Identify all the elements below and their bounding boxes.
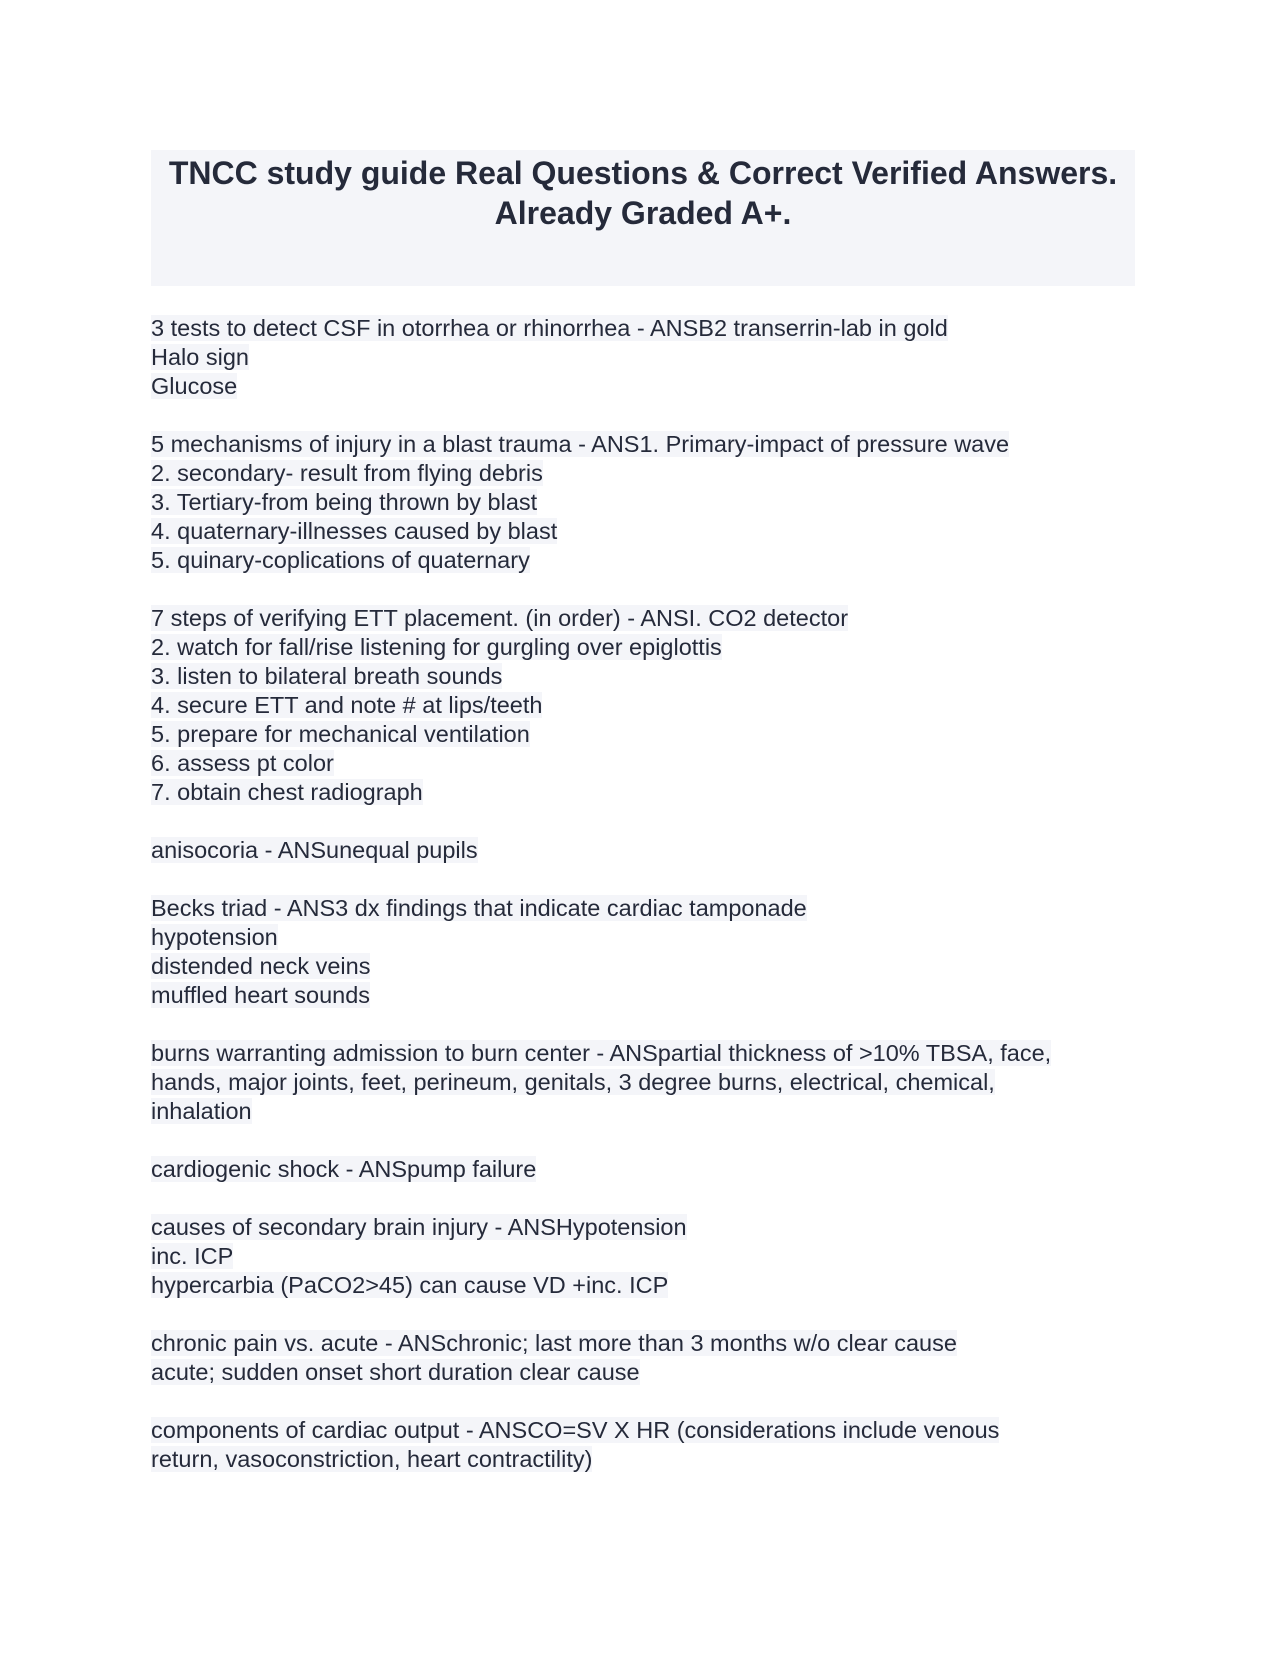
qa-entry <box>151 894 1151 1010</box>
qa-answer-line <box>151 778 1151 807</box>
qa-question-line <box>151 604 1151 633</box>
qa-line-text: 4. secure ETT and note # at lips/teeth <box>151 692 543 718</box>
qa-entry <box>151 836 1151 865</box>
qa-line-text: return, vasoconstriction, heart contractility) <box>151 1446 593 1472</box>
qa-question-line <box>151 314 1151 343</box>
qa-line-text: 3. Tertiary-from being thrown by blast <box>151 489 538 515</box>
qa-line-text: 5. quinary-coplications of quaternary <box>151 547 530 573</box>
qa-line-text: 5 mechanisms of injury in a blast trauma - ANS1. Primary-impact of pressure wave <box>151 431 1010 457</box>
qa-answer-line <box>151 1068 1151 1097</box>
qa-question-line <box>151 1213 1151 1242</box>
qa-answer-line <box>151 517 1151 546</box>
qa-answer-line <box>151 488 1151 517</box>
qa-line-text: acute; sudden onset short duration clear cause <box>151 1359 640 1385</box>
qa-entry <box>151 1329 1151 1387</box>
qa-line-text: causes of secondary brain injury - ANSHypotension <box>151 1214 687 1240</box>
qa-answer-line <box>151 952 1151 981</box>
qa-question-line <box>151 836 1151 865</box>
qa-question-line <box>151 430 1151 459</box>
qa-question-line <box>151 1155 1151 1184</box>
qa-answer-line <box>151 749 1151 778</box>
qa-answer-line <box>151 691 1151 720</box>
qa-line-text: 7 steps of verifying ETT placement. (in order) - ANSI. CO2 detector <box>151 605 849 631</box>
qa-entry <box>151 314 1151 401</box>
qa-entry <box>151 1155 1151 1184</box>
qa-line-text: 2. watch for fall/rise listening for gurgling over epiglottis <box>151 634 722 660</box>
qa-line-text: chronic pain vs. acute - ANSchronic; last more than 3 months w/o clear cause <box>151 1330 957 1356</box>
qa-line-text: 7. obtain chest radiograph <box>151 779 423 805</box>
qa-answer-line <box>151 459 1151 488</box>
qa-line-text: Becks triad - ANS3 dx findings that indicate cardiac tamponade <box>151 895 807 921</box>
qa-question-line <box>151 1416 1151 1445</box>
qa-line-text: distended neck veins <box>151 953 371 979</box>
qa-line-text: hands, major joints, feet, perineum, genitals, 3 degree burns, electrical, chemical, <box>151 1069 995 1095</box>
qa-answer-line <box>151 1242 1151 1271</box>
qa-answer-line <box>151 1097 1151 1126</box>
title-banner <box>151 150 1135 286</box>
qa-line-text: cardiogenic shock - ANSpump failure <box>151 1156 537 1182</box>
qa-answer-line <box>151 923 1151 952</box>
qa-line-text: 3 tests to detect CSF in otorrhea or rhinorrhea - ANSB2 transerrin-lab in gold <box>151 315 948 341</box>
qa-answer-line <box>151 1358 1151 1387</box>
qa-answer-line <box>151 343 1151 372</box>
qa-line-text: 2. secondary- result from flying debris <box>151 460 543 486</box>
qa-line-text: 5. prepare for mechanical ventilation <box>151 721 530 747</box>
qa-answer-line <box>151 662 1151 691</box>
qa-line-text: hypercarbia (PaCO2>45) can cause VD +inc. ICP <box>151 1272 669 1298</box>
qa-line-text: inhalation <box>151 1098 252 1124</box>
qa-answer-line <box>151 1445 1151 1474</box>
qa-entry <box>151 1039 1151 1126</box>
qa-line-text: components of cardiac output - ANSCO=SV X HR (considerations include venous <box>151 1417 1000 1443</box>
qa-line-text: burns warranting admission to burn center - ANSpartial thickness of >10% TBSA, face, <box>151 1040 1052 1066</box>
qa-answer-line <box>151 372 1151 401</box>
qa-question-line <box>151 1329 1151 1358</box>
qa-line-text: inc. ICP <box>151 1243 234 1269</box>
qa-line-text: hypotension <box>151 924 278 950</box>
qa-answer-line <box>151 1271 1151 1300</box>
document-title: TNCC study guide Real Questions & Correct Verified Answers. Already Graded A+. <box>168 155 1118 231</box>
qa-question-line <box>151 894 1151 923</box>
qa-answer-line <box>151 981 1151 1010</box>
qa-entry <box>151 1213 1151 1300</box>
qa-line-text: Halo sign <box>151 344 249 370</box>
qa-entry <box>151 430 1151 575</box>
qa-line-text: 6. assess pt color <box>151 750 334 776</box>
qa-answer-line <box>151 633 1151 662</box>
qa-line-text: 4. quaternary-illnesses caused by blast <box>151 518 558 544</box>
qa-line-text: muffled heart sounds <box>151 982 371 1008</box>
qa-answer-line <box>151 546 1151 575</box>
qa-line-text: Glucose <box>151 373 238 399</box>
qa-question-line <box>151 1039 1151 1068</box>
qa-answer-line <box>151 720 1151 749</box>
qa-entry <box>151 604 1151 807</box>
qa-line-text: 3. listen to bilateral breath sounds <box>151 663 503 689</box>
qa-entry <box>151 1416 1151 1474</box>
qa-line-text: anisocoria - ANSunequal pupils <box>151 837 478 863</box>
qa-list <box>151 314 1151 1503</box>
